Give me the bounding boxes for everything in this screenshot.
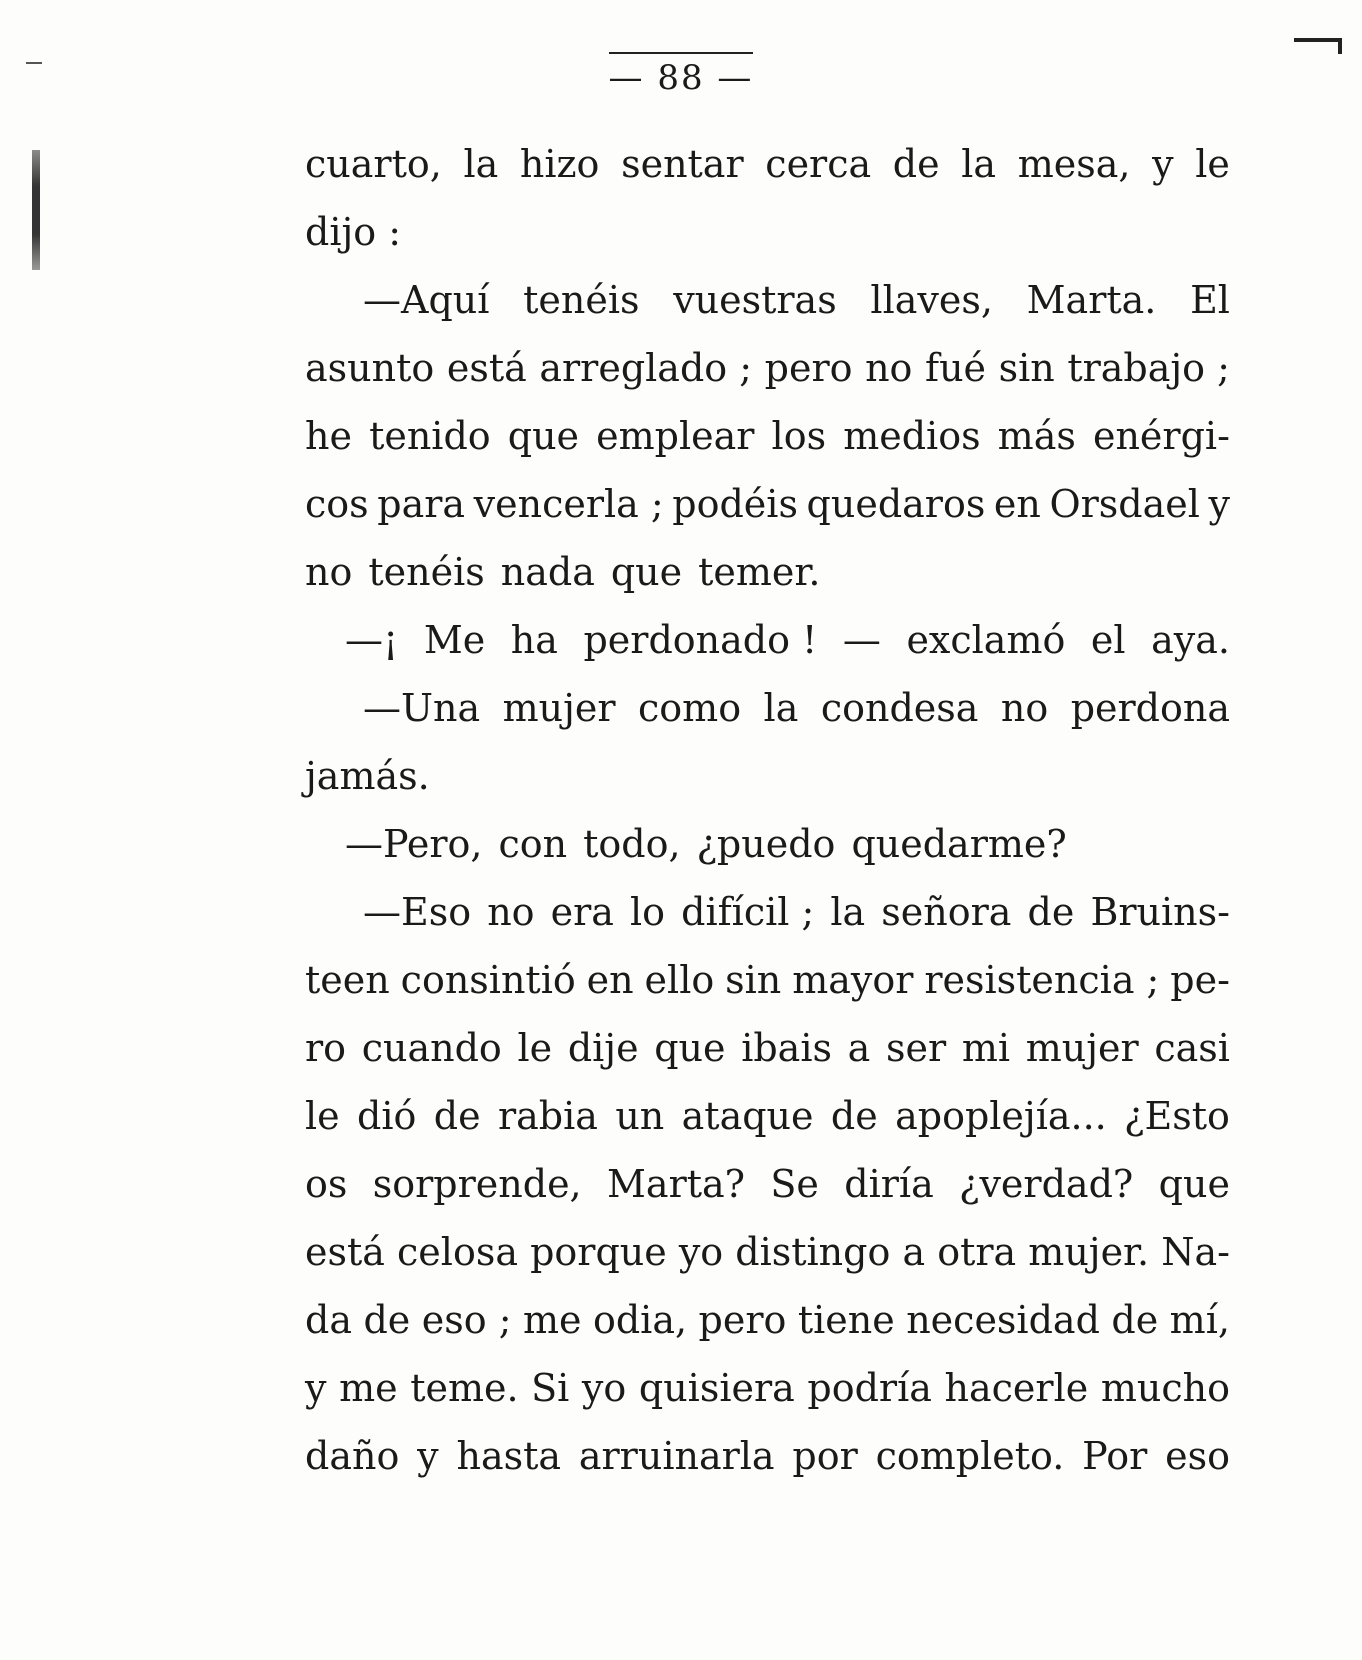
word: yo <box>581 1366 627 1410</box>
page-number: — 88 — <box>609 52 754 98</box>
word: Me <box>423 618 486 662</box>
text-line <box>305 1354 1230 1422</box>
word: — <box>842 618 881 662</box>
text-line <box>305 1014 1230 1082</box>
text-line <box>305 606 1230 674</box>
word: mí, <box>1169 1298 1230 1342</box>
word: la <box>961 142 997 186</box>
word: que <box>654 1026 726 1070</box>
word: Orsdael <box>1049 482 1200 526</box>
body-text <box>305 130 1230 1490</box>
word: ataque <box>681 1094 814 1138</box>
word: y <box>1152 142 1174 186</box>
word: mi <box>961 1026 1011 1070</box>
word: os <box>305 1162 348 1206</box>
word: hizo <box>519 142 600 186</box>
word: pero <box>698 1298 787 1342</box>
word: arruinarla <box>578 1434 775 1478</box>
word: completo. <box>875 1434 1065 1478</box>
word: cerca <box>765 142 872 186</box>
word: la <box>763 686 799 730</box>
word: aya. <box>1151 618 1230 662</box>
word: tenéis <box>523 278 640 322</box>
word: la <box>463 142 499 186</box>
word: Marta? <box>607 1162 746 1206</box>
word: quedarme? <box>851 822 1067 866</box>
text-line <box>305 878 1230 946</box>
word: ¿verdad? <box>959 1162 1134 1206</box>
word: diría <box>844 1162 934 1206</box>
word: los <box>771 414 827 458</box>
word: El <box>1190 278 1230 322</box>
word: dió <box>357 1094 417 1138</box>
word: la <box>830 890 866 934</box>
word: era <box>550 890 614 934</box>
word: mayor <box>792 958 914 1002</box>
word: por <box>792 1434 858 1478</box>
text-line <box>305 470 1230 538</box>
text-line <box>305 130 1230 198</box>
word: casi <box>1154 1026 1230 1070</box>
word: sin <box>725 958 782 1002</box>
word: y <box>417 1434 439 1478</box>
word: podéis <box>672 482 798 526</box>
text-line <box>305 402 1230 470</box>
word: temer. <box>698 550 821 594</box>
text-line <box>305 198 1230 266</box>
word: lo <box>630 890 666 934</box>
word: cos <box>305 482 369 526</box>
word: todo, <box>583 822 681 866</box>
word: necesidad <box>906 1298 1100 1342</box>
text-line <box>305 1422 1230 1490</box>
word: vuestras <box>673 278 837 322</box>
word: resistencia ; <box>924 958 1160 1002</box>
word: exclamó <box>906 618 1066 662</box>
word: ello <box>644 958 715 1002</box>
word: de <box>433 1094 481 1138</box>
word: dije <box>567 1026 639 1070</box>
word: emplear <box>596 414 755 458</box>
word: yo <box>678 1230 724 1274</box>
word: Si <box>531 1366 570 1410</box>
word: otra <box>937 1230 1017 1274</box>
word: quisiera <box>638 1366 795 1410</box>
word: mujer <box>1025 1026 1139 1070</box>
word: ha <box>510 618 558 662</box>
word: que <box>507 414 580 458</box>
text-line <box>305 1286 1230 1354</box>
word: celosa <box>397 1230 518 1274</box>
word: perdona <box>1070 686 1230 730</box>
word: Bruins- <box>1090 890 1230 934</box>
word: perdonado ! <box>583 618 818 662</box>
word: cuando <box>361 1026 502 1070</box>
text-line <box>305 538 1230 606</box>
word: y <box>1208 482 1230 526</box>
word: porque <box>530 1230 667 1274</box>
word: sentar <box>621 142 744 186</box>
word: dijo : <box>305 210 402 254</box>
text-line <box>305 674 1230 742</box>
word: Marta. <box>1026 278 1157 322</box>
word: —¡ <box>345 618 399 662</box>
word: jamás. <box>305 754 430 798</box>
word: difícil ; <box>681 890 815 934</box>
word: da <box>305 1298 352 1342</box>
word: medios <box>843 414 981 458</box>
word: llaves, <box>870 278 993 322</box>
word: le <box>1195 142 1230 186</box>
word: consintió <box>400 958 576 1002</box>
word: ¿puedo <box>696 822 836 866</box>
word: que <box>610 550 683 594</box>
word: —Aquí <box>363 278 490 322</box>
word: me <box>339 1366 398 1410</box>
word: mujer <box>502 686 616 730</box>
word: arreglado ; <box>539 346 753 390</box>
word: y <box>305 1366 327 1410</box>
word: daño <box>305 1434 400 1478</box>
word: en <box>993 482 1041 526</box>
word: que <box>1158 1162 1230 1206</box>
word: asunto <box>305 346 435 390</box>
word: con <box>498 822 568 866</box>
word: —Eso <box>363 890 472 934</box>
word: está <box>305 1230 385 1274</box>
word: de <box>1111 1298 1159 1342</box>
word: eso ; <box>421 1298 512 1342</box>
word: a <box>902 1230 926 1274</box>
word: para <box>377 482 466 526</box>
word: enérgi- <box>1092 414 1230 458</box>
word: de <box>830 1094 878 1138</box>
word: apoplejía... <box>895 1094 1107 1138</box>
word: condesa <box>820 686 979 730</box>
word: hacerle <box>944 1366 1089 1410</box>
word: fué <box>925 346 987 390</box>
word: eso <box>1165 1434 1230 1478</box>
word: tenido <box>369 414 491 458</box>
word: teme. <box>410 1366 519 1410</box>
word: más <box>997 414 1076 458</box>
word: pe- <box>1170 958 1230 1002</box>
word: de <box>363 1298 411 1342</box>
word: distingo <box>735 1230 891 1274</box>
word: ser <box>886 1026 947 1070</box>
word: de <box>892 142 940 186</box>
text-line <box>305 742 1230 810</box>
page-header <box>0 52 1362 98</box>
word: sin <box>998 346 1055 390</box>
word: rabia <box>497 1094 598 1138</box>
word: ibais <box>741 1026 832 1070</box>
word: le <box>305 1094 340 1138</box>
word: ¿Esto <box>1124 1094 1230 1138</box>
word: —Una <box>363 686 481 730</box>
word: me <box>522 1298 582 1342</box>
word: tiene <box>797 1298 895 1342</box>
word: pero <box>764 346 853 390</box>
word: no <box>305 550 353 594</box>
word: podría <box>807 1366 932 1410</box>
word: odia, <box>592 1298 688 1342</box>
word: un <box>615 1094 665 1138</box>
word: hasta <box>456 1434 562 1478</box>
word: no <box>1000 686 1049 730</box>
word: de <box>1027 890 1075 934</box>
word: mesa, <box>1017 142 1131 186</box>
word: mucho <box>1100 1366 1230 1410</box>
word: nada <box>500 550 595 594</box>
word: no <box>865 346 913 390</box>
word: en <box>586 958 634 1002</box>
text-line <box>305 1150 1230 1218</box>
word: el <box>1090 618 1126 662</box>
word: he <box>305 414 352 458</box>
word: le <box>517 1026 553 1070</box>
text-line <box>305 1218 1230 1286</box>
word: Na- <box>1161 1230 1230 1274</box>
word: Se <box>770 1162 819 1206</box>
word: no <box>487 890 535 934</box>
word: Por <box>1082 1434 1148 1478</box>
word: está <box>446 346 527 390</box>
word: sorprende, <box>372 1162 582 1206</box>
word: señora <box>881 890 1012 934</box>
scan-corner-mark <box>1294 38 1342 42</box>
word: a <box>847 1026 871 1070</box>
word: ro <box>305 1026 347 1070</box>
word: vencerla ; <box>473 482 664 526</box>
word: —Pero, <box>345 822 483 866</box>
word: mujer. <box>1028 1230 1150 1274</box>
word: trabajo ; <box>1067 346 1230 390</box>
scan-edge-mark <box>32 150 40 270</box>
text-line <box>305 334 1230 402</box>
text-line <box>305 1082 1230 1150</box>
word: tenéis <box>368 550 485 594</box>
word: cuarto, <box>305 142 442 186</box>
text-line <box>305 810 1230 878</box>
text-line <box>305 266 1230 334</box>
text-line <box>305 946 1230 1014</box>
word: quedaros <box>806 482 986 526</box>
word: como <box>638 686 742 730</box>
word: teen <box>305 958 390 1002</box>
